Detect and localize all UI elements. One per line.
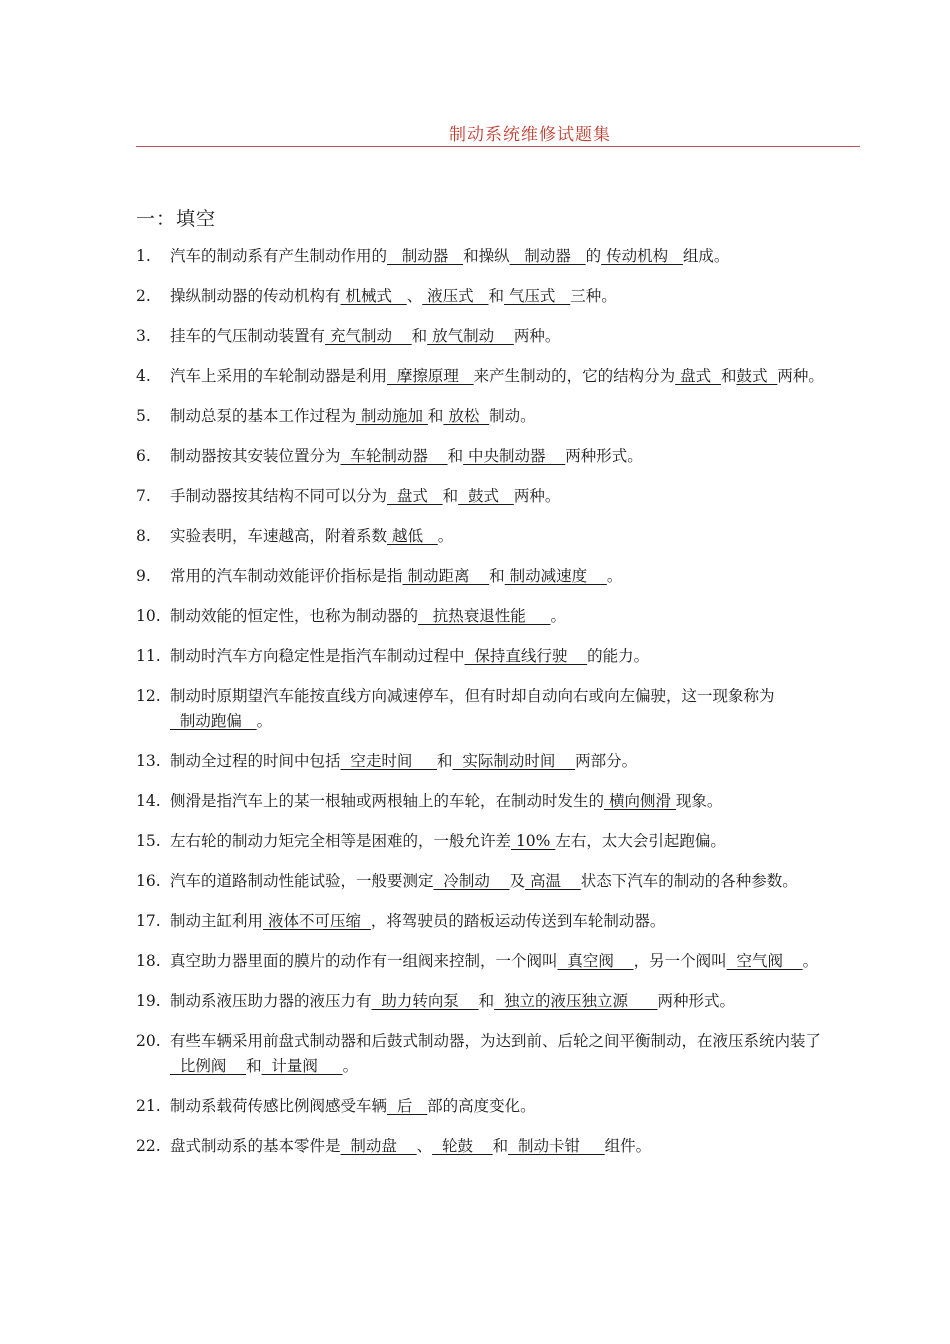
question-number: 15. [136, 832, 161, 850]
answer-blank: 鼓式 [736, 367, 778, 385]
question-item [136, 1029, 862, 1079]
question-text [170, 604, 862, 629]
question-text [170, 949, 862, 974]
question-segment: 汽车上采用的车轮制动器是利用 [170, 367, 388, 385]
question-segment: ，另一个阀叫 [633, 952, 727, 970]
answer-blank: 液压式 [422, 287, 489, 305]
question-text [170, 1134, 862, 1159]
question-segment: 现象。 [675, 792, 723, 810]
question-segment: 常用的汽车制动效能评价指标是指 [170, 567, 403, 585]
question-item [136, 869, 862, 894]
answer-blank: 真空阀 [557, 952, 634, 970]
question-text [170, 524, 862, 549]
answer-blank: 制动跑偏 [170, 712, 257, 730]
question-segment: 三种。 [570, 287, 617, 305]
question-segment: 汽车的制动系有产生制动作用的 [170, 247, 388, 265]
question-item [136, 604, 862, 629]
question-text [170, 684, 862, 734]
question-text [170, 789, 862, 814]
question-item [136, 284, 862, 309]
answer-blank: 越低 [387, 527, 438, 545]
question-item [136, 749, 862, 774]
question-segment: 状态下汽车的制动的各种参数。 [580, 872, 798, 890]
question-segment: 。 [437, 527, 454, 545]
answer-blank: 制动施加 [356, 407, 428, 425]
question-number: 20. [136, 1032, 161, 1050]
question-item [136, 1134, 862, 1159]
question-segment: ，将驾驶员的踏板运动传送到车轮制动器。 [370, 912, 666, 930]
question-number: 19. [136, 992, 161, 1010]
question-number: 11. [136, 647, 161, 665]
question-segment: 实验表明，车速越高，附着系数 [170, 527, 388, 545]
answer-blank: 助力转向泵 [371, 992, 479, 1010]
question-text [170, 1029, 862, 1079]
answer-blank: 鼓式 [458, 487, 514, 505]
answer-blank: 轮鼓 [432, 1137, 493, 1155]
answer-blank: 空气阀 [726, 952, 803, 970]
answer-blank: 充气制动 [325, 327, 412, 345]
answer-blank: 气压式 [503, 287, 571, 305]
answer-blank: 传动机构 [601, 247, 683, 265]
question-number: 13. [136, 752, 161, 770]
question-text [170, 644, 862, 669]
question-segment: 制动主缸利用 [170, 912, 264, 930]
question-segment: 和 [246, 1057, 262, 1075]
answer-blank: 后 [387, 1097, 428, 1115]
section-heading: 一：填空 [136, 208, 217, 230]
question-segment: 、 [406, 287, 423, 305]
question-segment: 左右轮的制动力矩完全相等是困难的，一般允许差 [170, 832, 512, 850]
question-segment: 制动总泵的基本工作过程为 [170, 407, 357, 425]
question-segment: 制动全过程的时间中包括 [170, 752, 341, 770]
question-text [170, 869, 862, 894]
answer-blank: 空走时间 [340, 752, 438, 770]
question-segment: 汽车的道路制动性能试验，一般要测定 [170, 872, 434, 890]
question-segment: 操纵制动器的传动机构有 [170, 287, 341, 305]
question-number: 17. [136, 912, 161, 930]
question-item [136, 644, 862, 669]
question-text [170, 829, 862, 854]
question-segment: 真空助力器里面的膜片的动作有一组阀来控制，一个阀叫 [170, 952, 558, 970]
question-number: 18. [136, 952, 161, 970]
answer-blank: 制动距离 [402, 567, 490, 585]
answer-blank: 制动减速度 [504, 567, 607, 585]
question-number: 8. [136, 527, 151, 545]
answer-blank: 机械式 [340, 287, 407, 305]
question-segment: 有些车辆采用前盘式制动器和后鼓式制动器，为达到前、后轮之间平衡制动，在液压系统内装了 [170, 1032, 822, 1050]
question-segment: 和 [488, 287, 504, 305]
question-text [170, 284, 862, 309]
question-number: 14. [136, 792, 161, 810]
answer-blank: 独立的液压独立源 [494, 992, 658, 1010]
answer-blank: 10% [511, 832, 556, 850]
answer-blank: 盘式 [675, 367, 721, 385]
question-text [170, 364, 862, 389]
question-segment: 侧滑是指汽车上的某一根轴或两根轴上的车轮，在制动时发生的 [170, 792, 605, 810]
question-text [170, 909, 862, 934]
question-segment: 制动效能的恒定性，也称为制动器的 [170, 607, 419, 625]
question-segment: 及 [509, 872, 526, 890]
question-number: 1. [136, 247, 151, 265]
question-segment: 两种形式。 [565, 447, 643, 465]
question-segment: 、 [416, 1137, 433, 1155]
question-number: 4. [136, 367, 151, 385]
answer-blank: 盘式 [387, 487, 443, 505]
question-segment: 和 [427, 407, 444, 425]
question-text [170, 404, 862, 429]
document-title: 制动系统维修试题集 [449, 125, 611, 145]
question-segment: 制动时原期望汽车能按直线方向减速停车，但有时却自动向右或向左偏驶，这一现象称为 [170, 687, 775, 705]
answer-blank: 横向侧滑 [604, 792, 676, 810]
answer-blank: 摩擦原理 [387, 367, 474, 385]
question-segment: 和 [442, 487, 459, 505]
question-segment: 手制动器按其结构不同可以分为 [170, 487, 388, 505]
answer-blank: 放气制动 [427, 327, 514, 345]
question-item [136, 1094, 862, 1119]
question-number: 6. [136, 447, 151, 465]
question-segment: 和 [437, 752, 453, 770]
question-item [136, 789, 862, 814]
question-item [136, 829, 862, 854]
answer-blank: 中央制动器 [463, 447, 566, 465]
question-segment: 制动时汽车方向稳定性是指汽车制动过程中 [170, 647, 465, 665]
answer-blank: 比例阀 [170, 1057, 247, 1075]
question-segment: 和操纵 [463, 247, 510, 265]
answer-blank: 保持直线行驶 [464, 647, 588, 665]
question-segment: 制动器按其安装位置分为 [170, 447, 341, 465]
question-segment: 来产生制动的，它的结构分为 [473, 367, 676, 385]
question-number: 7. [136, 487, 151, 505]
question-segment: 组成。 [682, 247, 730, 265]
question-item [136, 524, 862, 549]
question-number: 16. [136, 872, 161, 890]
question-number: 10. [136, 607, 161, 625]
question-item [136, 444, 862, 469]
question-segment: 左右，太大会引起跑偏。 [555, 832, 726, 850]
question-segment: 两种。 [513, 327, 561, 345]
question-text [170, 444, 862, 469]
question-item [136, 484, 862, 509]
question-item [136, 324, 862, 349]
question-item [136, 989, 862, 1014]
question-text [170, 564, 862, 589]
answer-blank: 制动盘 [340, 1137, 417, 1155]
question-segment: 制动系载荷传感比例阀感受车辆 [170, 1097, 388, 1115]
question-segment: 两部分。 [575, 752, 638, 770]
question-segment: 盘式制动系的基本零件是 [170, 1137, 341, 1155]
question-text [170, 244, 862, 269]
question-segment: 制动系液压助力器的液压力有 [170, 992, 372, 1010]
question-segment: 的能力。 [587, 647, 650, 665]
question-item [136, 404, 862, 429]
question-number: 2. [136, 287, 151, 305]
question-segment: 和 [411, 327, 428, 345]
question-segment: 和 [478, 992, 495, 1010]
question-segment: 组件。 [604, 1137, 652, 1155]
answer-blank: 高温 [525, 872, 581, 890]
question-item [136, 364, 862, 389]
question-number: 3. [136, 327, 151, 345]
question-item [136, 564, 862, 589]
question-segment: 两种形式。 [657, 992, 736, 1010]
answer-blank: 液体不可压缩 [263, 912, 371, 930]
question-number: 22. [136, 1137, 161, 1155]
question-segment: 两种。 [777, 367, 824, 385]
question-segment: 。 [550, 607, 566, 625]
answer-blank: 放松 [443, 407, 490, 425]
question-text [170, 989, 862, 1014]
question-segment: 和 [489, 567, 505, 585]
question-text [170, 324, 862, 349]
question-number: 12. [136, 687, 161, 705]
question-item [136, 684, 862, 734]
question-segment: 和 [447, 447, 464, 465]
answer-blank: 计量阀 [261, 1057, 343, 1075]
answer-blank: 抗热衰退性能 [418, 607, 551, 625]
question-number: 9. [136, 567, 151, 585]
question-text [170, 749, 862, 774]
question-segment: 。 [342, 1057, 359, 1075]
question-text [170, 484, 862, 509]
question-segment: 的 [585, 247, 602, 265]
question-number: 21. [136, 1097, 161, 1115]
title-divider [136, 146, 860, 147]
question-item [136, 909, 862, 934]
question-segment: 部的高度变化。 [427, 1097, 536, 1115]
question-segment: 和 [720, 367, 737, 385]
question-segment: 。 [606, 567, 623, 585]
answer-blank: 车轮制动器 [340, 447, 448, 465]
answer-blank: 制动器 [509, 247, 586, 265]
question-number: 5. [136, 407, 151, 425]
question-item [136, 949, 862, 974]
question-text [170, 1094, 862, 1119]
question-segment: 。 [256, 712, 273, 730]
question-segment: 两种。 [513, 487, 561, 505]
answer-blank: 制动卡钳 [508, 1137, 605, 1155]
question-segment: 制动。 [489, 407, 536, 425]
question-segment: 。 [802, 952, 819, 970]
question-list [136, 244, 862, 1174]
question-item [136, 244, 862, 269]
question-segment: 和 [492, 1137, 509, 1155]
answer-blank: 制动器 [387, 247, 464, 265]
answer-blank: 实际制动时间 [452, 752, 576, 770]
answer-blank: 冷制动 [433, 872, 510, 890]
question-segment: 挂车的气压制动装置有 [170, 327, 326, 345]
